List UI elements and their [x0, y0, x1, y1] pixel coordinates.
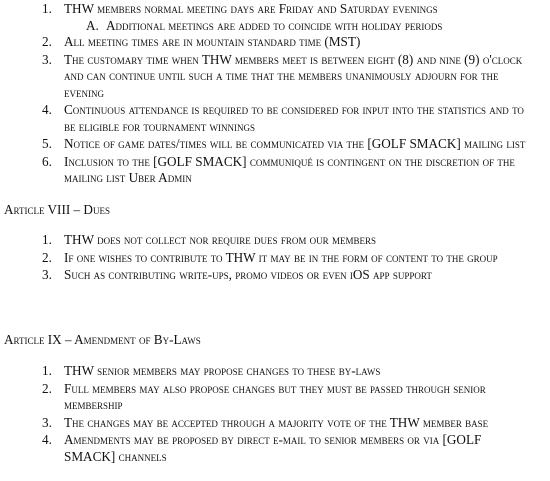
list-item	[0, 415, 550, 432]
item-number: 4.	[42, 102, 52, 117]
item-number: 2.	[42, 380, 52, 396]
item-number: 2.	[42, 34, 52, 49]
item-text: Notice of game dates/times will be communicated via the [GOLF SMACK] mailing list	[64, 136, 526, 151]
list-item	[0, 52, 550, 102]
item-text: THW senior members may propose changes to these by-laws	[64, 363, 381, 378]
meetings-list	[0, 1, 550, 187]
list-item	[0, 34, 550, 51]
item-number: 1.	[42, 1, 52, 16]
item-text: The customary time when THW members meet is between eight (8) and nine (9) o'clock and can continue until such a time that the members unanimously adjourn for the evening	[64, 51, 523, 100]
item-number: 6.	[42, 153, 52, 169]
amendments-list	[0, 363, 550, 465]
item-number: 3.	[42, 267, 52, 282]
sub-list-item	[0, 18, 550, 35]
list-item	[0, 363, 550, 380]
item-number: 1.	[42, 363, 52, 378]
item-text: The changes may be accepted through a majority vote of the THW member base	[64, 414, 489, 430]
list-item	[0, 1, 550, 18]
item-number: 1.	[42, 232, 52, 247]
item-number: 3.	[42, 414, 52, 430]
sub-item-text: Additional meetings are added to coincide with holiday periods	[106, 17, 443, 33]
item-number: 3.	[42, 51, 52, 67]
sub-item-letter: A.	[86, 17, 99, 33]
item-text: All meeting times are in mountain standard time (MST)	[64, 34, 361, 49]
item-text: Full members may also propose changes but they must be passed through senior membership	[64, 380, 486, 412]
item-text: Inclusion to the [GOLF SMACK] communiqué is contingent on the discretion of the mailing list Uber Admin	[64, 153, 515, 185]
item-text: Such as contributing write-ups, promo videos or even iOS app support	[64, 267, 432, 282]
article-viii-heading: Article VIII – Dues	[4, 202, 110, 217]
item-number: 5.	[42, 136, 52, 151]
item-text: THW does not collect nor require dues from our members	[64, 232, 376, 247]
list-item	[0, 154, 550, 187]
item-text: Continuous attendance is required to be considered for input into the statistics and to be eligible for tournament winnings	[64, 102, 524, 134]
article-ix-heading: Article IX – Amendment of By-Laws	[4, 332, 201, 347]
list-item	[0, 267, 550, 284]
item-number: 2.	[42, 249, 52, 265]
list-item	[0, 432, 550, 465]
item-text: If one wishes to contribute to THW it may be in the form of content to the group	[64, 249, 498, 265]
item-text: THW members normal meeting days are Friday and Saturday evenings	[64, 1, 438, 16]
list-item	[0, 232, 550, 249]
item-text: Amendments may be proposed by direct e-mail to senior members or via [GOLF SMACK] channels	[64, 432, 482, 464]
list-item	[0, 102, 550, 135]
list-item	[0, 250, 550, 267]
list-item	[0, 381, 550, 414]
list-item	[0, 136, 550, 153]
item-number: 4.	[42, 432, 52, 447]
dues-list	[0, 232, 550, 284]
